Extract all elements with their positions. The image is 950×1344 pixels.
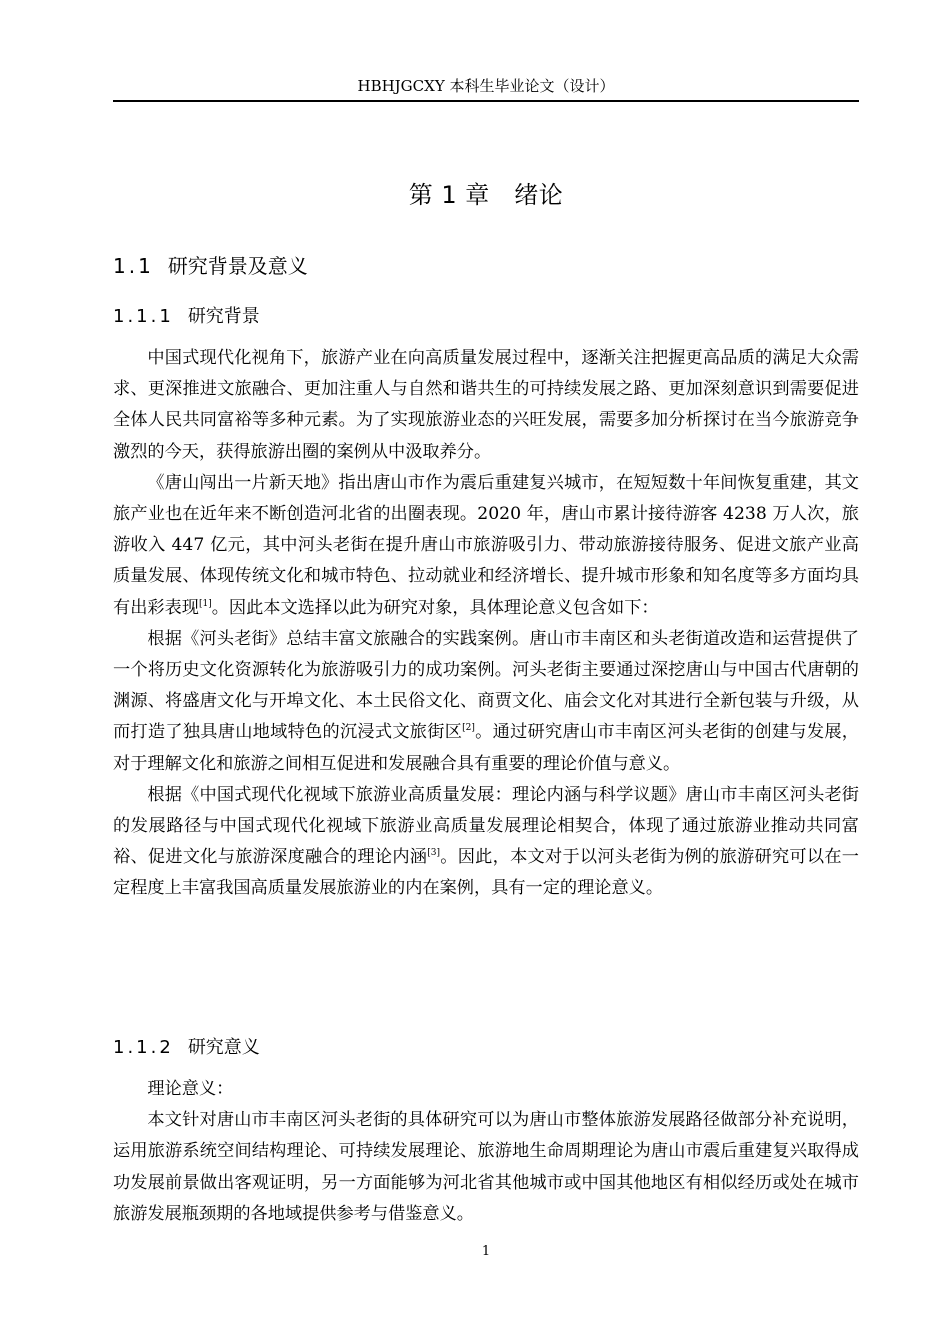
section-number: 1.1.1 bbox=[113, 306, 174, 327]
citation-ref: [1] bbox=[198, 598, 212, 609]
section-heading-1-1 bbox=[113, 253, 308, 279]
paragraph-text: 。通过研究唐山市丰南区河头老街的创建与发展，对于理解文化和旅游之间相互促进和发展融合具有重要的理论价值与意义。 bbox=[113, 722, 859, 774]
chapter-title: 第 1 章 绪论 bbox=[408, 181, 564, 209]
paragraph-text: 《唐山闯出一片新天地》指出唐山市作为震后重建复兴城市，在短短数十年间恢复重建，其文旅产业也在近年来不断创造河北省的出圈表现。2020 年，唐山市累计接待游客 4238 万人次，旅游收入 447 亿元，其中河头老街在提升唐山市旅游吸引力、带动旅游接待服务、促进文旅产业高质量发展、体现传统文化和城市特色、拉动就业和经济增长、提升城市形象和知名度等多方面均具有出彩表现 bbox=[113, 472, 859, 618]
paragraph-text: 根据《河头老街》总结丰富文旅融合的实践案例。唐山市丰南区和头老街道改造和运营提供了一个将历史文化资源转化为旅游吸引力的成功案例。河头老街主要通过深挖唐山与中国古代唐朝的渊源、将盛唐文化与开埠文化、本土民俗文化、商贾文化、庙会文化对其进行全新包装与升级，从而打造了独具唐山地域特色的沉浸式文旅街区 bbox=[113, 628, 859, 743]
page-number: 1 bbox=[481, 1244, 491, 1259]
paragraph-text: 根据《中国式现代化视域下旅游业高质量发展：理论内涵与科学议题》唐山市丰南区河头老街的发展路径与中国式现代化视域下旅游业高质量发展理论相契合，体现了通过旅游业推动共同富裕、促进文化与旅游深度融合的理论内涵 bbox=[113, 784, 859, 868]
header-rule bbox=[113, 100, 859, 102]
section-heading-1-1-1 bbox=[113, 305, 260, 329]
paragraph: 理论意义： bbox=[147, 1079, 234, 1099]
section-title: 研究意义 bbox=[187, 1037, 260, 1058]
paragraph-text: 。因此，本文对于以河头老街为例的旅游研究可以在一定程度上丰富我国高质量发展旅游业的内在案例，具有一定的理论意义。 bbox=[113, 847, 859, 899]
section-number: 1.1.2 bbox=[113, 1037, 174, 1058]
paragraph-text: 。因此本文选择以此为研究对象，具体理论意义包含如下： bbox=[211, 597, 659, 618]
citation-ref: [2] bbox=[462, 723, 475, 734]
paragraph bbox=[113, 624, 859, 780]
running-header: HBHJGCXY 本科生毕业论文（设计） bbox=[357, 77, 615, 95]
section-title: 研究背景及意义 bbox=[167, 254, 308, 278]
paragraph: 中国式现代化视角下，旅游产业在向高质量发展过程中，逐渐关注把握更高品质的满足大众需求、更深推进文旅融合、更加注重人与自然和谐共生的可持续发展之路、更加深刻意识到需要促进全体人民共同富裕等多种元素。为了实现旅游业态的兴旺发展，需要多加分析探讨在当今旅游竞争激烈的今天，获得旅游出圈的案例从中汲取养分。 bbox=[113, 348, 859, 462]
section-heading-1-1-2 bbox=[113, 1036, 260, 1060]
citation-ref: [3] bbox=[427, 848, 440, 859]
background-body bbox=[113, 343, 859, 905]
significance-body bbox=[113, 1074, 859, 1230]
section-number: 1.1 bbox=[113, 254, 154, 278]
paragraph: 本文针对唐山市丰南区河头老街的具体研究可以为唐山市整体旅游发展路径做部分补充说明，运用旅游系统空间结构理论、可持续发展理论、旅游地生命周期理论为唐山市震后重建复兴取得成功发展前景做出客观证明，另一方面能够为河北省其他城市或中国其他地区有相似经历或处在城市旅游发展瓶颈期的各地域提供参考与借鉴意义。 bbox=[113, 1110, 859, 1224]
paragraph bbox=[113, 780, 859, 905]
section-title: 研究背景 bbox=[187, 306, 260, 327]
paragraph bbox=[113, 468, 859, 624]
